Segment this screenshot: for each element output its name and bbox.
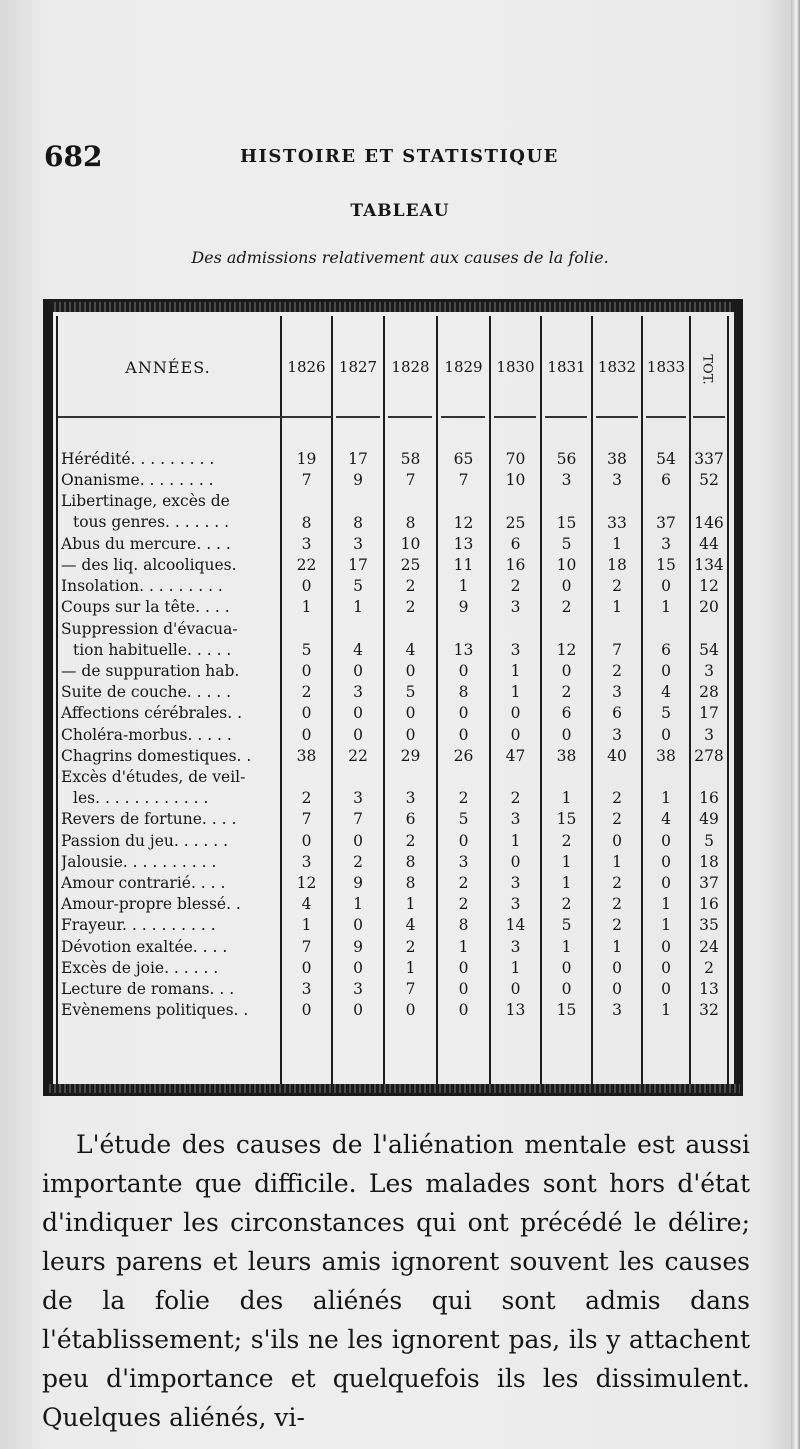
year-header: 1826 [287,358,326,376]
row-label: Excès de joie. . . . . . [61,958,219,977]
value-cell: 26 [453,746,474,765]
year-header: 1833 [646,358,686,376]
value-cell: 2 [612,874,622,892]
total-cell: 337 [694,450,724,468]
value-cell: 9 [353,471,363,490]
value-cell: 0 [510,980,521,998]
value-cell: 0 [661,577,671,596]
value-cell: 22 [348,746,368,765]
value-cell: 70 [505,450,526,468]
value-cell: 8 [405,852,416,871]
total-cell: 3 [704,662,714,680]
value-cell: 38 [607,450,627,468]
value-cell: 2 [510,577,521,596]
row-label: Affections cérébrales. . [61,704,243,723]
value-cell: 7 [353,810,363,829]
value-cell: 15 [656,556,676,574]
value-cell: 3 [458,852,469,871]
value-cell: 3 [612,1001,622,1020]
value-cell: 0 [353,1001,363,1020]
total-cell: 16 [699,895,719,914]
value-cell: 58 [400,450,421,468]
total-cell: 278 [694,746,724,765]
value-cell: 7 [301,937,312,956]
value-cell: 5 [458,810,469,829]
value-cell: 2 [561,598,572,617]
value-cell: 2 [405,937,416,956]
value-cell: 0 [458,662,469,680]
row-label: Suite de couche. . . . . [61,683,232,702]
row-label: Onanisme. . . . . . . . [61,471,214,490]
value-cell: 4 [661,683,671,702]
value-cell: 0 [561,577,572,596]
value-cell: 3 [661,534,671,553]
value-cell: 29 [400,746,421,765]
value-cell: 15 [556,513,577,532]
value-cell: 38 [556,746,577,765]
header-rule [545,416,587,418]
row-label: Suppression d'évacua- tion habituelle. . . . . [61,619,238,659]
value-cell: 54 [656,450,676,468]
year-header: 1831 [547,358,586,376]
value-cell: 3 [301,852,312,871]
row-label: Abus du mercure. . . . [61,534,231,553]
value-cell: 1 [301,598,312,617]
value-cell: 3 [612,683,622,702]
value-cell: 0 [661,852,671,871]
row-label: Revers de fortune. . . . [61,810,237,829]
value-cell: 0 [301,704,312,723]
value-cell: 2 [301,683,312,702]
table-subtitle: Des admissions relativement aux causes de la folie. [191,248,609,267]
value-cell: 56 [556,450,577,468]
header-rule [336,416,380,418]
value-cell: 3 [301,980,312,998]
row-label: Excès d'études, de veil- les. . . . . . . . . . . . [61,768,246,807]
value-cell: 1 [405,958,416,977]
value-cell: 2 [612,810,622,829]
value-cell: 1 [353,895,363,914]
value-cell: 3 [510,640,521,659]
page-number: 682 [44,140,103,173]
value-cell: 4 [301,895,312,914]
row-label: Jalousie. . . . . . . . . . [61,852,217,871]
value-cell: 0 [458,725,469,744]
value-cell: 0 [661,874,671,892]
row-label: Chagrins domestiques. . [61,746,252,765]
value-cell: 10 [556,556,577,574]
value-cell: 0 [510,704,521,723]
value-cell: 25 [400,556,421,574]
value-cell: 10 [400,534,421,553]
years-header-label: ANNÉES. [125,358,211,377]
value-cell: 2 [510,789,521,808]
value-cell: 19 [296,450,317,468]
value-cell: 65 [453,450,474,468]
value-cell: 2 [561,683,572,702]
value-cell: 0 [561,725,572,744]
total-cell: 24 [699,937,719,956]
value-cell: 0 [661,662,671,680]
value-cell: 0 [353,916,363,935]
row-label: Hérédité. . . . . . . . . [61,450,215,468]
value-cell: 0 [458,1001,469,1020]
value-cell: 8 [458,683,469,702]
column-rule [56,316,58,1084]
year-header: 1828 [391,358,430,376]
value-cell: 15 [556,810,577,829]
value-cell: 0 [301,662,312,680]
row-label: — de suppuration hab. [61,662,240,680]
value-cell: 0 [661,980,671,998]
total-cell: 32 [699,1001,719,1020]
value-cell: 38 [656,746,676,765]
value-cell: 1 [510,683,521,702]
paragraph-text: L'étude des causes de l'aliénation mentale est aussi importante que difficile. Les malades sont hors d'état d'indiquer les circonstances qui ont précédé le délire; leurs parens et leurs amis ignorent souvent les causes de la folie des aliénés qui sont admis dans l'établissement; s'ils ne les ignorent pas, ils y attachent peu d'importance et quelquefois ils les dissimulent. Quelques aliénés, vi- [42,1130,750,1432]
value-cell: 9 [353,874,363,892]
value-cell: 0 [353,662,363,680]
value-cell: 6 [661,640,671,659]
value-cell: 0 [458,831,469,850]
value-cell: 3 [353,683,363,702]
value-cell: 8 [405,874,416,892]
value-cell: 1 [612,598,622,617]
value-cell: 11 [453,556,474,574]
value-cell: 12 [453,513,474,532]
total-column-header: TOT. [699,354,715,385]
value-cell: 0 [510,852,521,871]
value-cell: 1 [510,958,521,977]
total-cell: 16 [699,789,719,808]
total-cell: 35 [699,916,719,935]
value-cell: 0 [353,831,363,850]
value-cell: 0 [612,980,622,998]
value-cell: 17 [348,450,368,468]
value-cell: 13 [453,534,474,553]
value-cell: 1 [458,937,469,956]
value-cell: 3 [612,725,622,744]
value-cell: 6 [612,704,622,723]
value-cell: 0 [661,937,671,956]
value-cell: 4 [353,640,363,659]
row-label: Coups sur la tête. . . . [61,598,230,617]
row-label: Passion du jeu. . . . . . [61,831,229,850]
value-cell: 8 [405,513,416,532]
value-cell: 22 [296,556,317,574]
header-rule [494,416,536,418]
header-rule [596,416,638,418]
value-cell: 10 [505,471,526,490]
value-cell: 5 [561,916,572,935]
value-cell: 0 [661,831,671,850]
value-cell: 37 [656,513,676,532]
value-cell: 3 [510,810,521,829]
value-cell: 3 [561,471,572,490]
value-cell: 2 [301,789,312,808]
row-label: Dévotion exaltée. . . . [61,937,228,956]
value-cell: 4 [405,640,416,659]
total-cell: 28 [699,683,719,702]
value-cell: 8 [353,513,363,532]
value-cell: 0 [510,725,521,744]
value-cell: 2 [405,577,416,596]
value-cell: 2 [405,831,416,850]
value-cell: 1 [661,895,671,914]
year-header: 1827 [338,358,378,376]
value-cell: 7 [301,810,312,829]
value-cell: 0 [301,1001,312,1020]
value-cell: 2 [612,662,622,680]
row-label: Choléra-morbus. . . . . [61,725,232,744]
value-cell: 1 [510,831,521,850]
row-label: Amour contrarié. . . . [61,874,226,892]
total-cell: 37 [699,874,719,892]
value-cell: 3 [405,789,416,808]
value-cell: 2 [458,874,469,892]
value-cell: 2 [561,831,572,850]
value-cell: 1 [510,662,521,680]
total-cell: 54 [699,640,719,659]
value-cell: 3 [353,980,363,998]
value-cell: 3 [510,598,521,617]
row-label: Lecture de romans. . . [61,980,235,998]
row-label: Frayeur. . . . . . . . . . [61,916,216,935]
total-cell: 20 [699,598,719,617]
value-cell: 1 [561,937,572,956]
value-cell: 0 [301,958,312,977]
row-label: — des liq. alcooliques. [61,556,237,574]
value-cell: 18 [607,556,627,574]
value-cell: 5 [353,577,363,596]
body-paragraph [42,1125,750,1437]
value-cell: 1 [661,598,671,617]
value-cell: 12 [296,874,317,892]
value-cell: 6 [661,471,671,490]
value-cell: 2 [458,895,469,914]
value-cell: 7 [405,471,416,490]
value-cell: 6 [561,704,572,723]
total-cell: 13 [699,980,719,998]
value-cell: 0 [612,831,622,850]
running-head: HISTOIRE ET STATISTIQUE [240,146,559,167]
value-cell: 2 [353,852,363,871]
header-rule [284,416,328,418]
value-cell: 2 [612,916,622,935]
header-rule [388,416,432,418]
value-cell: 25 [505,513,526,532]
value-cell: 2 [561,895,572,914]
total-cell: 44 [699,534,719,553]
value-cell: 33 [607,513,627,532]
value-cell: 1 [561,874,572,892]
value-cell: 1 [561,852,572,871]
value-cell: 4 [661,810,671,829]
year-header: 1829 [444,358,483,376]
value-cell: 1 [661,789,671,808]
value-cell: 6 [510,534,521,553]
row-label: Libertinage, excès de tous genres. . . . . . . [61,492,230,532]
value-cell: 0 [458,958,469,977]
value-cell: 0 [661,725,671,744]
value-cell: 1 [561,789,572,808]
value-cell: 0 [353,704,363,723]
value-cell: 12 [556,640,577,659]
value-cell: 16 [505,556,526,574]
total-cell: 146 [694,513,724,532]
value-cell: 2 [612,895,622,914]
value-cell: 2 [458,789,469,808]
table-title: TABLEAU [350,201,450,221]
value-cell: 0 [561,958,572,977]
value-cell: 5 [301,640,312,659]
value-cell: 1 [405,895,416,914]
value-cell: 2 [405,598,416,617]
value-cell: 0 [458,704,469,723]
value-cell: 5 [561,534,572,553]
value-cell: 15 [556,1001,577,1020]
year-header: 1832 [597,358,637,376]
header-rule [693,416,725,418]
value-cell: 0 [301,831,312,850]
row-label: Amour-propre blessé. . [61,895,241,914]
value-cell: 1 [458,577,469,596]
value-cell: 17 [348,556,368,574]
total-cell: 134 [694,556,724,574]
row-label: Insolation. . . . . . . . . [61,577,223,596]
total-cell: 2 [704,958,714,977]
value-cell: 0 [405,662,416,680]
value-cell: 2 [612,789,622,808]
value-cell: 0 [561,662,572,680]
frame-border-left [46,302,53,1093]
value-cell: 38 [296,746,317,765]
value-cell: 1 [661,1001,671,1020]
value-cell: 0 [353,958,363,977]
value-cell: 47 [505,746,526,765]
value-cell: 9 [458,598,469,617]
value-cell: 5 [405,683,416,702]
value-cell: 9 [353,937,363,956]
frame-border-right [734,302,740,1093]
value-cell: 1 [353,598,363,617]
header-rule [646,416,686,418]
total-cell: 3 [704,725,714,744]
total-cell: 17 [699,704,719,723]
value-cell: 3 [301,534,312,553]
value-cell: 3 [353,534,363,553]
value-cell: 1 [612,937,622,956]
value-cell: 3 [510,895,521,914]
value-cell: 3 [510,874,521,892]
value-cell: 7 [405,980,416,998]
value-cell: 7 [301,471,312,490]
value-cell: 3 [612,471,622,490]
value-cell: 8 [458,916,469,935]
value-cell: 0 [405,704,416,723]
value-cell: 0 [353,725,363,744]
value-cell: 3 [353,789,363,808]
value-cell: 40 [607,746,627,765]
value-cell: 13 [505,1001,526,1020]
value-cell: 1 [612,534,622,553]
year-header: 1830 [496,358,535,376]
value-cell: 3 [510,937,521,956]
total-cell: 49 [699,810,719,829]
value-cell: 1 [301,916,312,935]
value-cell: 2 [612,577,622,596]
total-cell: 52 [699,471,719,490]
value-cell: 14 [505,916,526,935]
value-cell: 5 [661,704,671,723]
page-header [40,140,600,174]
value-cell: 0 [458,980,469,998]
total-cell: 18 [699,852,719,871]
value-cell: 7 [612,640,622,659]
header-rule [441,416,485,418]
value-cell: 1 [661,916,671,935]
value-cell: 13 [453,640,474,659]
value-cell: 0 [301,577,312,596]
value-cell: 0 [612,958,622,977]
value-cell: 0 [301,725,312,744]
value-cell: 0 [661,958,671,977]
total-cell: 12 [699,577,719,596]
value-cell: 7 [458,471,469,490]
value-cell: 0 [405,1001,416,1020]
row-label: Evènemens politiques. . [61,1001,249,1020]
total-cell: 5 [704,831,714,850]
value-cell: 0 [561,980,572,998]
value-cell: 6 [405,810,416,829]
value-cell: 4 [405,916,416,935]
value-cell: 0 [405,725,416,744]
value-cell: 1 [612,852,622,871]
value-cell: 8 [301,513,312,532]
